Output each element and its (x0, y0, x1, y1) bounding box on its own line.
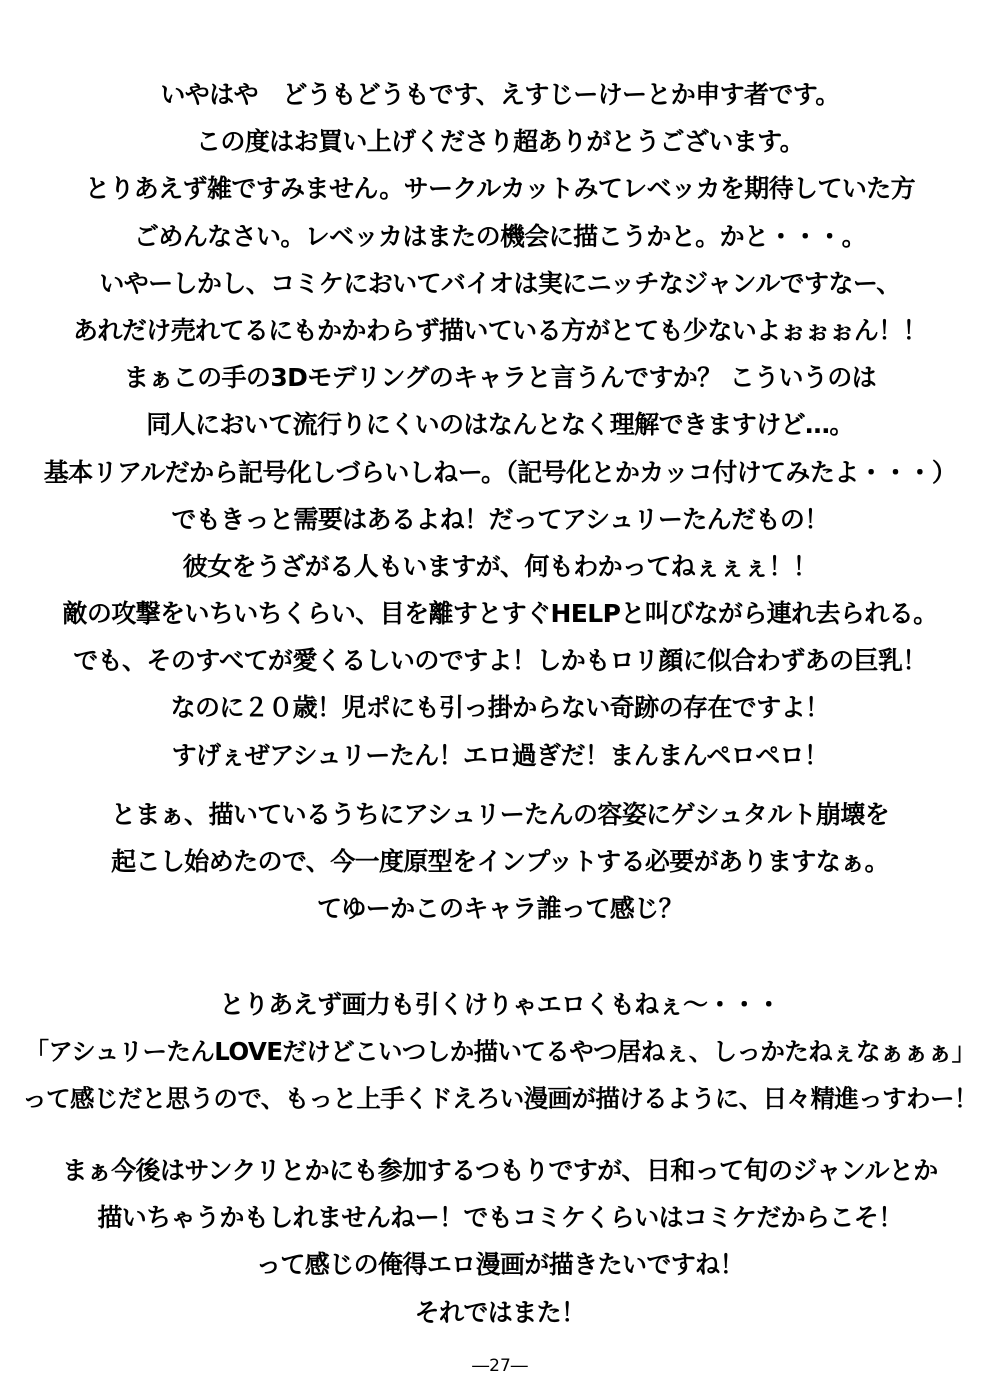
text-line: まぁ今後はサンクリとかにも参加するつもりですが、日和って旬のジャンルとか (62, 1156, 938, 1185)
paragraph-1 (0, 71, 1000, 779)
text-line: 起こし始めたので、今一度原型をインプットする必要がありますなぁ。 (111, 847, 889, 877)
text-line: それではまた！ (414, 1297, 586, 1327)
text-line: とりあえず雑ですみません。サークルカットみてレベッカを期待していた方 (84, 174, 916, 204)
text-line: とまぁ、描いているうちにアシュリーたんの容姿にゲシュタルト崩壊を (110, 800, 890, 829)
paragraph-4 (0, 1147, 1000, 1336)
text-line: 彼女をうざがる人もいますが、何もわかってねぇぇぇ！！ (182, 551, 818, 581)
paragraph-2 (0, 791, 1000, 933)
text-line: すげぇぜアシュリーたん！エロ過ぎだ！まんまんペロペロ！ (171, 740, 829, 770)
text-line: 描いちゃうかもしれませんねー！でもコミケくらいはコミケだからこそ！ (97, 1203, 903, 1233)
text-line: ごめんなさい。レベッカはまたの機会に描こうかと。かと・・・。 (133, 221, 866, 251)
text-line: いやーしかし、コミケにおいてバイオは実にニッチなジャンルですなー、 (99, 268, 901, 298)
text-line: でもきっと需要はあるよね！だってアシュリーたんだもの！ (171, 504, 829, 534)
text-line: とりあえず画力も引くけりゃエロくもねぇ～・・・ (219, 990, 781, 1019)
page-number: ―27― (472, 1356, 528, 1376)
text-line: って感じの俺得エロ漫画が描きたいですね！ (255, 1250, 744, 1280)
text-line: いやはや どうもどうもです、えすじーけーとか申す者です。 (160, 80, 840, 109)
text-line: でも、そのすべてが愛くるしいのですよ！しかもロリ顔に似合わずあの巨乳！ (73, 646, 927, 676)
paragraph-3 (0, 981, 1000, 1123)
text-line: まぁこの手の3Dモデリングのキャラと言うんですか？ こういうのは (123, 363, 877, 393)
text-line: 敵の攻撃をいちいちくらい、目を離すとすぐHELPと叫びながら連れ去られる。 (62, 599, 938, 629)
text-line: この度はお買い上げくださり超ありがとうございます。 (195, 127, 804, 157)
text-line: あれだけ売れてるにもかかわらず描いている方がとても少ないよぉぉぉん！！ (72, 315, 927, 345)
text-line: 「アシュリーたんLOVEだけどこいつしか描いてるやつ居ねぇ、しっかたねぇなぁぁぁ」 (24, 1037, 976, 1067)
text-line: 同人において流行りにくいのはなんとなく理解できますけど…。 (146, 410, 854, 440)
text-line: 基本リアルだから記号化しづらいしねー。（記号化とかカッコ付けてみたよ・・・） (43, 457, 957, 487)
text-line: なのに２０歳！児ポにも引っ掛からない奇跡の存在ですよ！ (170, 693, 830, 723)
text-line: って感じだと思うので、もっと上手くドえろい漫画が描けるように、日々精進っすわー！ (22, 1084, 978, 1114)
text-line: てゆーかこのキャラ誰って感じ？ (316, 894, 683, 924)
